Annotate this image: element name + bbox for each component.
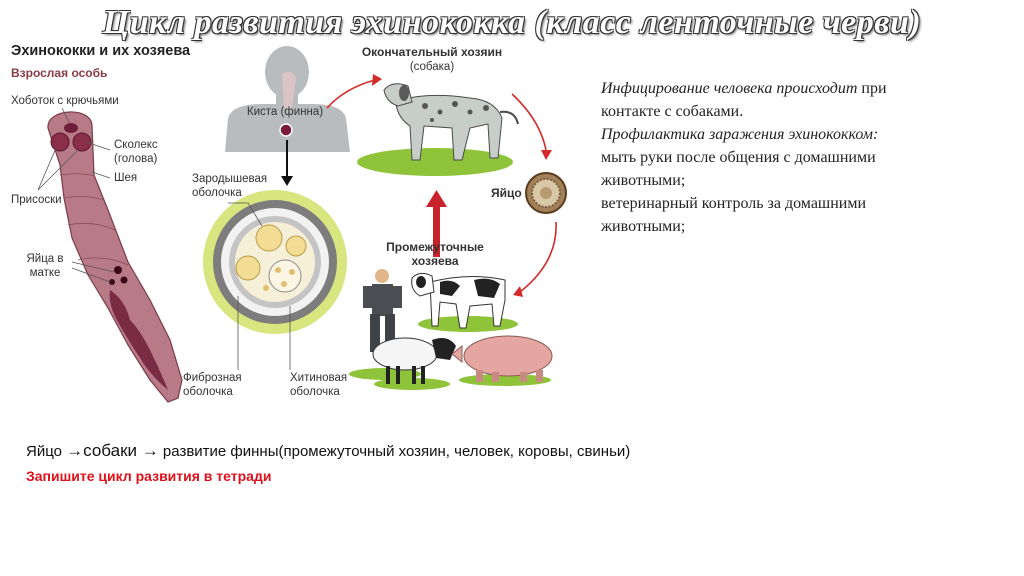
- dog-illustration: [357, 84, 518, 176]
- human-silhouette: [225, 46, 350, 152]
- slide-title: Цикл развития эхинококка (класс ленточные черви): [102, 4, 922, 41]
- label-eggs-in-uterus: Яйца в матке: [26, 253, 64, 279]
- arrow-head: [372, 74, 382, 86]
- info-prevention-item-1: мыть руки после общения с домашними животными;: [601, 149, 876, 189]
- life-cycle-flow: [26, 441, 630, 461]
- arrow-down-head: [281, 176, 293, 186]
- label-scolex: Сколекс (голова): [114, 139, 158, 165]
- flow-arrow-1: →: [66, 441, 84, 460]
- label-egg: Яйцо: [491, 186, 522, 200]
- arrow-up-head: [426, 190, 447, 207]
- label-final-host: Окончательный хозяин: [361, 45, 503, 59]
- label-fibrous-layer: Фиброзная оболочка: [183, 372, 242, 398]
- label-suckers: Присоски: [11, 194, 62, 206]
- info-block: [601, 77, 941, 238]
- flow-finna: развитие финны(промежуточный хозяин, человек, коровы, свиньи): [158, 443, 631, 460]
- label-cyst: Киста (финна): [246, 106, 324, 118]
- task-instruction: Запишите цикл развития в тетради: [26, 468, 272, 484]
- protoscolex-capsule: [269, 260, 301, 292]
- adult-stage-label: Взрослая особь: [11, 66, 108, 80]
- info-infection-italic: Инфицирование человека происходит: [601, 80, 862, 97]
- label-intermediate-hosts: Промежуточные хозяева: [386, 240, 484, 268]
- pig-illustration: [452, 336, 552, 386]
- arrow-head: [541, 150, 552, 160]
- info-prevention-heading-text: Профилактика заражения эхинококком:: [601, 126, 879, 143]
- egg-illustration: [526, 173, 566, 213]
- panel-title: Эхинококки и их хозяева: [11, 43, 191, 59]
- egg-in-uterus: [121, 277, 128, 284]
- cow-illustration: [412, 273, 518, 332]
- label-chitin-layer: Хитиновая оболочка: [290, 372, 348, 398]
- arrow-head: [513, 286, 523, 297]
- label-hooks: Хоботок с крючьями: [11, 95, 119, 107]
- brood-capsule: [286, 236, 306, 256]
- flow-dogs: собаки: [83, 441, 142, 460]
- label-neck: Шея: [114, 172, 138, 184]
- info-infection: [601, 77, 941, 123]
- brood-capsule: [256, 225, 282, 251]
- egg-in-uterus: [114, 266, 122, 274]
- info-prevention-heading: [601, 123, 941, 146]
- label-germinal-layer: Зародышевая оболочка: [192, 173, 268, 199]
- brood-capsule: [236, 256, 260, 280]
- sheep-illustration: [373, 338, 456, 390]
- flow-egg: Яйцо: [26, 443, 67, 460]
- sucker: [73, 133, 91, 151]
- label-final-host-sub: (собака): [409, 61, 455, 73]
- info-prevention-item-2: ветеринарный контроль за домашними животными;: [601, 195, 867, 235]
- cyst-dot: [280, 124, 292, 136]
- hook-crown: [64, 123, 78, 133]
- info-infection-rest: при контакте с собаками.: [601, 80, 887, 120]
- cyst-cross-section: [203, 190, 347, 334]
- sucker: [51, 133, 69, 151]
- flow-arrow-2: →: [141, 441, 159, 460]
